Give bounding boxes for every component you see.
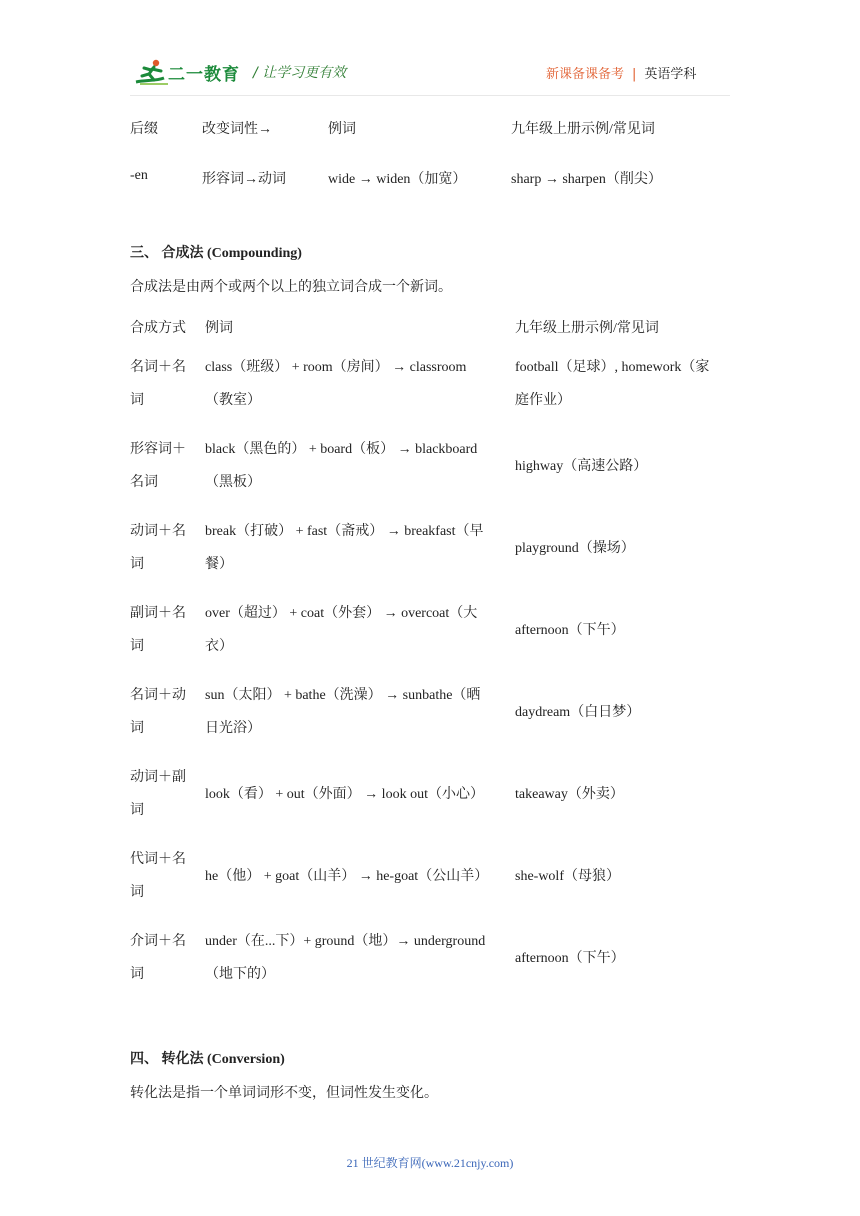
compound-header-example: 例词 bbox=[205, 321, 233, 336]
compound-header-way: 合成方式 bbox=[130, 321, 186, 336]
compound-cell-way: 副词＋名 bbox=[130, 606, 186, 621]
compound-cell-example: over（超过） + coat（外套） → overcoat（大 bbox=[205, 606, 478, 621]
compound-cell-common: she-wolf（母狼） bbox=[515, 868, 620, 884]
logo-text: 二一教育 bbox=[168, 65, 240, 85]
suffix-cell: -en bbox=[130, 168, 148, 183]
header-subject: 英语学科 bbox=[644, 67, 697, 82]
compound-cell-common: afternoon（下午） bbox=[515, 622, 625, 638]
compound-cell-common: 庭作业） bbox=[515, 393, 571, 408]
compound-cell-way: 词 bbox=[130, 393, 144, 408]
compound-cell-example: （黑板） bbox=[205, 475, 261, 490]
header-right bbox=[546, 63, 696, 82]
compound-cell-example: look（看） + out（外面） → look out（小心） bbox=[205, 786, 484, 802]
compound-cell-way: 词 bbox=[130, 721, 144, 736]
compound-cell-way: 词 bbox=[130, 557, 144, 572]
compound-cell-common: daydream（白日梦） bbox=[515, 704, 641, 720]
suffix-cell: wide → widen（加宽） bbox=[328, 172, 467, 187]
section-4-title: 四、 转化法 (Conversion) bbox=[130, 1052, 285, 1067]
suffix-header-3: 例词 bbox=[328, 122, 356, 137]
compound-cell-example: under（在...下）+ ground（地）→ underground bbox=[205, 934, 486, 949]
compound-cell-way: 动词＋副 bbox=[130, 770, 186, 785]
suffix-header-2: 改变词性→ bbox=[202, 122, 272, 137]
compound-cell-way: 词 bbox=[130, 967, 144, 982]
compound-cell-way: 介词＋名 bbox=[130, 934, 186, 949]
compound-cell-example: class（班级） + room（房间） → classroom bbox=[205, 360, 467, 375]
compound-cell-way: 名词＋动 bbox=[130, 688, 186, 703]
header-divider bbox=[130, 95, 730, 96]
compound-cell-common: football（足球）, homework（家 bbox=[515, 360, 710, 375]
header-separator: | bbox=[632, 67, 637, 82]
compound-cell-way: 词 bbox=[130, 803, 144, 818]
compound-cell-common: highway（高速公路） bbox=[515, 458, 648, 474]
compound-cell-example: （地下的） bbox=[205, 967, 275, 982]
compound-cell-example: sun（太阳） + bathe（洗澡） → sunbathe（晒 bbox=[205, 688, 481, 703]
section-4-description: 转化法是指一个单词词形不变，但词性发生变化。 bbox=[130, 1086, 438, 1101]
header-course: 新课备课备考 bbox=[546, 67, 625, 82]
header-slogan: / 让学习更有效 bbox=[253, 65, 347, 81]
compound-cell-example: break（打破） + fast（斋戒） → breakfast（早 bbox=[205, 524, 484, 539]
suffix-header-1: 后缀 bbox=[130, 122, 158, 137]
compound-cell-way: 形容词＋ bbox=[130, 442, 186, 457]
suffix-cell: sharp → sharpen（削尖） bbox=[511, 172, 662, 187]
compound-cell-common: playground（操场） bbox=[515, 540, 635, 556]
compound-cell-way: 词 bbox=[130, 639, 144, 654]
compound-cell-way: 名词＋名 bbox=[130, 360, 186, 375]
section-3-description: 合成法是由两个或两个以上的独立词合成一个新词。 bbox=[130, 280, 452, 295]
compound-cell-example: black（黑色的） + board（板） → blackboard bbox=[205, 442, 478, 457]
compound-cell-example: （教室） bbox=[205, 393, 261, 408]
suffix-cell: 形容词→动词 bbox=[202, 172, 286, 187]
compound-cell-example: 衣） bbox=[205, 639, 233, 654]
compound-cell-way: 名词 bbox=[130, 475, 158, 490]
compound-cell-example: 餐） bbox=[205, 557, 233, 572]
suffix-header-4: 九年级上册示例/常见词 bbox=[511, 122, 655, 137]
compound-cell-common: afternoon（下午） bbox=[515, 950, 625, 966]
compound-header-common: 九年级上册示例/常见词 bbox=[515, 321, 659, 336]
page-footer: 21 世纪教育网(www.21cnjy.com) bbox=[346, 1156, 514, 1170]
compound-cell-common: takeaway（外卖） bbox=[515, 786, 624, 802]
compound-cell-example: 日光浴） bbox=[205, 721, 261, 736]
compound-cell-way: 代词＋名 bbox=[130, 852, 186, 867]
compound-cell-way: 词 bbox=[130, 885, 144, 900]
compound-cell-way: 动词＋名 bbox=[130, 524, 186, 539]
compound-cell-example: he（他） + goat（山羊） → he-goat（公山羊） bbox=[205, 868, 489, 884]
section-3-title: 三、 合成法 (Compounding) bbox=[130, 246, 302, 261]
